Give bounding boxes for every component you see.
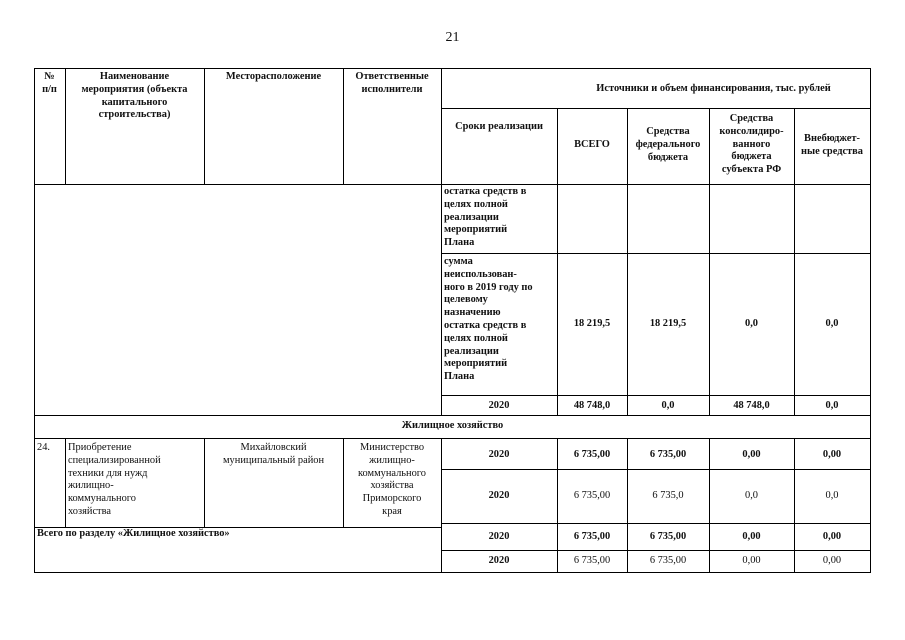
tot-r1-federal: 6 735,00	[649, 531, 687, 542]
sub-federal: 0,0	[661, 400, 675, 411]
sub-regional: 48 748,0	[733, 400, 770, 411]
page-number: 21	[445, 30, 460, 45]
header-period: Сроки реализации	[455, 121, 543, 132]
header-offbudget: Внебюджет- ные средства	[801, 133, 863, 157]
item-r2-offbudget: 0,0	[825, 490, 839, 501]
section-title: Жилищное хозяйство	[401, 420, 504, 431]
continuation-text: остатка средств в целях полной реализации мероприятий Плана	[444, 186, 527, 249]
item-r2-total: 6 735,00	[573, 490, 611, 501]
header-funding-group: Источники и объем финансирования, тыс. рублей	[596, 83, 831, 94]
header-name: Наименование мероприятия (объекта капитального строительства)	[81, 71, 188, 121]
tot-r2-federal: 6 735,00	[649, 555, 687, 566]
item-r1-federal: 6 735,00	[649, 449, 687, 460]
tot-r1-regional: 0,00	[742, 531, 761, 542]
sub-year: 2020	[488, 400, 510, 411]
item-r1-total: 6 735,00	[573, 449, 611, 460]
header-regional: Средства консолидиро- ванного бюджета субъекта РФ	[719, 113, 784, 176]
item-location: Михайловский муниципальный район	[222, 442, 325, 466]
unused-offbudget: 0,0	[825, 318, 839, 329]
item-r1-regional: 0,00	[742, 449, 761, 460]
header-num: № п/п	[42, 71, 57, 95]
item-r2-federal: 6 735,0	[652, 490, 684, 501]
sub-offbudget: 0,0	[825, 400, 839, 411]
tot-r2-regional: 0,00	[742, 555, 761, 566]
tot-r1-total: 6 735,00	[573, 531, 611, 542]
item-responsible: Министерство жилищно- коммунального хозяйства Приморского края	[357, 442, 426, 517]
header-location: Месторасположение	[225, 71, 322, 82]
unused-text: сумма неиспользован- ного в 2019 году по целевому назначению остатка средств в целях полной реализации мероприятий Плана	[444, 256, 533, 383]
unused-federal: 18 219,5	[649, 318, 687, 329]
item-r2-year: 2020	[488, 490, 510, 501]
item-r2-regional: 0,0	[745, 490, 758, 501]
item-name: Приобретение специализированной техники для нужд жилищно- коммунального хозяйства	[68, 442, 161, 517]
unused-regional: 0,0	[745, 318, 758, 329]
tot-r2-year: 2020	[488, 555, 510, 566]
item-r1-offbudget: 0,00	[822, 449, 842, 460]
header-federal: Средства федерального бюджета	[635, 126, 701, 163]
tot-r2-offbudget: 0,00	[822, 555, 842, 566]
sub-total: 48 748,0	[573, 400, 611, 411]
item-num: 24.	[37, 442, 50, 453]
header-responsible: Ответственные исполнители	[355, 71, 429, 95]
section-total-label: Всего по разделу «Жилищное хозяйство»	[37, 528, 230, 539]
header-total: ВСЕГО	[574, 139, 610, 150]
tot-r2-total: 6 735,00	[573, 555, 611, 566]
item-r1-year: 2020	[488, 449, 510, 460]
tot-r1-year: 2020	[488, 531, 510, 542]
tot-r1-offbudget: 0,00	[822, 531, 842, 542]
unused-total: 18 219,5	[573, 318, 611, 329]
